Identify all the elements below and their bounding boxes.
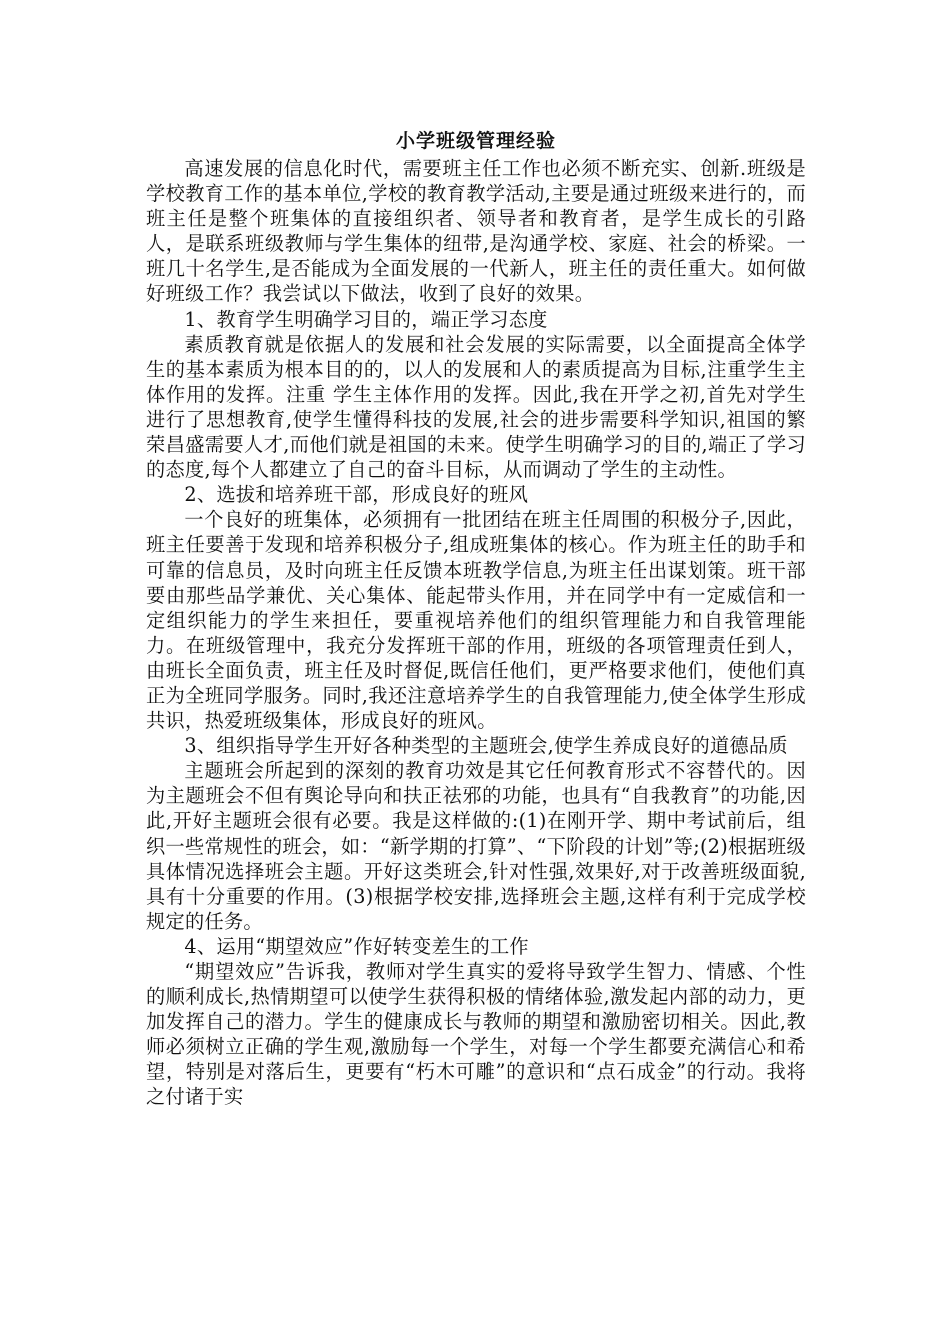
- intro-paragraph: 高速发展的信息化时代，需要班主任工作也必须不断充实、创新.班级是学校教育工作的基本单位,学校的教育教学活动,主要是通过班级来进行的，而班主任是整个班集体的直接组织者、领导者和教育者，是学生成长的引路人，是联系班级教师与学生集体的纽带,是沟通学校、家庭、社会的桥梁。一班几十名学生,是否能成为全面发展的一代新人，班主任的责任重大。如何做好班级工作？我尝试以下做法，收到了良好的效果。: [146, 157, 806, 306]
- section-2-body: 一个良好的班集体，必须拥有一批团结在班主任周围的积极分子,因此，班主任要善于发现和培养积极分子,组成班集体的核心。作为班主任的助手和可靠的信息员，及时向班主任反馈本班教学信息,为班主任出谋划策。班干部要由那些品学兼优、关心集体、能起带头作用，并在同学中有一定威信和一定组织能力的学生来担任，要重视培养他们的组织管理能力和自我管理能力。在班级管理中，我充分发挥班干部的作用，班级的各项管理责任到人，由班长全面负责，班主任及时督促,既信任他们，更严格要求他们，使他们真正为全班同学服务。同时,我还注意培养学生的自我管理能力,使全体学生形成共识，热爱班级集体，形成良好的班风。: [146, 508, 806, 733]
- document-title: 小学班级管理经验: [395, 130, 556, 152]
- section-3-heading: 3、组织指导学生开好各种类型的主题班会,使学生养成良好的道德品质: [184, 734, 788, 758]
- section-2-heading: 2、选拔和培养班干部，形成良好的班风: [184, 483, 529, 507]
- document-page: [146, 126, 806, 1110]
- section-4-heading: 4、运用“期望效应”作好转变差生的工作: [184, 934, 529, 958]
- section-3-body: 主题班会所起到的深刻的教育功效是其它任何教育形式不容替代的。因为主题班会不但有舆论导向和扶正祛邪的功能，也具有“自我教育”的功能,因此,开好主题班会很有必要。我是这样做的:(1)在刚开学、期中考试前后，组织一些常规性的班会，如：“新学期的打算”、“下阶段的计划”等;(2)根据班级具体情况选择班会主题。开好这类班会,针对性强,效果好,对于改善班级面貌,具有十分重要的作用。(3)根据学校安排,选择班会主题,这样有利于完成学校规定的任务。: [146, 759, 806, 933]
- section-4-body: “期望效应”告诉我，教师对学生真实的爱将导致学生智力、情感、个性的顺利成长,热情期望可以使学生获得积极的情绪体验,激发起内部的动力，更加发挥自己的潜力。学生的健康成长与教师的期望和激励密切相关。因此,教师必须树立正确的学生观,激励每一个学生，对每一个学生都要充满信心和希望，特别是对落后生，更要有“朽木可雕”的意识和“点石成金”的行动。我将之付诸于实: [146, 960, 806, 1109]
- section-1-heading: 1、教育学生明确学习目的，端正学习态度: [184, 307, 548, 331]
- section-1-body: 素质教育就是依据人的发展和社会发展的实际需要，以全面提高全体学生的基本素质为根本目的的，以人的发展和人的素质提高为目标,注重学生主体作用的发挥。注重 学生主体作用的发挥。因此,我在开学之初,首先对学生进行了思想教育,使学生懂得科技的发展,社会的进步需要科学知识,祖国的繁荣昌盛需要人才,而他们就是祖国的未来。使学生明确学习的目的,端正了学习的态度,每个人都建立了自己的奋斗目标，从而调动了学生的主动性。: [146, 332, 806, 482]
